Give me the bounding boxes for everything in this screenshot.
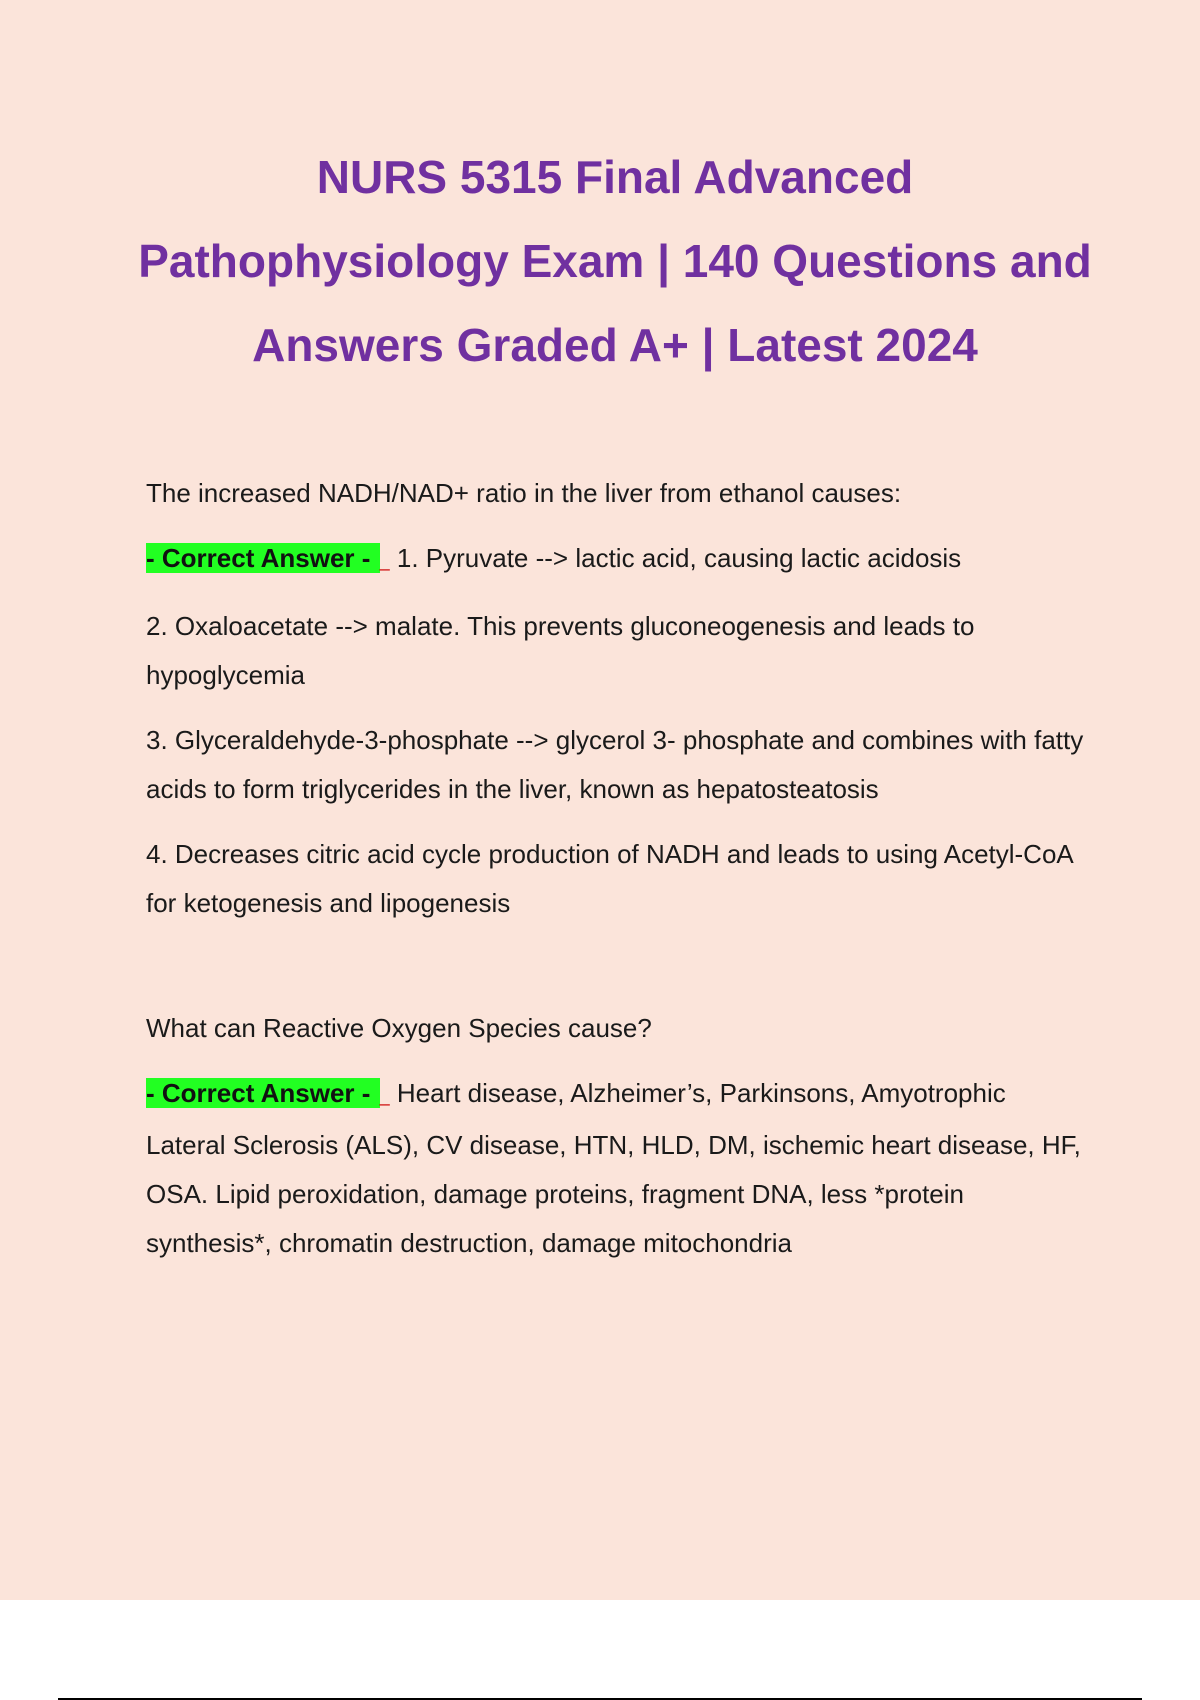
qa-item-2: [146, 1004, 1086, 1284]
answer-text: 2. Oxaloacetate --> malate. This prevents gluconeogenesis and leads to hypoglycemia: [146, 611, 975, 690]
answer-line: [146, 1069, 1086, 1268]
document-title: NURS 5315 Final Advanced Pathophysiology Exam | 140 Questions and Answers Graded A+ | Latest 2024: [138, 151, 1092, 371]
question-text: The increased NADH/NAD+ ratio in the liver from ethanol causes:: [146, 478, 902, 508]
answer-marker: _: [379, 551, 390, 571]
qa-item-1: [146, 469, 1086, 944]
answer-text: 1. Pyruvate --> lactic acid, causing lactic acidosis: [389, 543, 962, 573]
question-text: What can Reactive Oxygen Species cause?: [146, 1013, 652, 1043]
answer-text: Heart disease, Alzheimer’s, Parkinsons, Amyotrophic Lateral Sclerosis (ALS), CV disease, HTN, HLD, DM, ischemic heart disease, HF, OSA. Lipid peroxidation, damage proteins, fragment DNA, less *protein synthesis*, chromatin destruction, damage mitochondria: [146, 1078, 1081, 1258]
correct-answer-label: - Correct Answer -: [146, 1078, 378, 1108]
answer-marker: _: [379, 1086, 390, 1106]
answer-text: 4. Decreases citric acid cycle production of NADH and leads to using Acetyl-CoA for ketogenesis and lipogenesis: [146, 839, 1073, 918]
answer-line: [146, 534, 1086, 586]
answer-text: 3. Glyceraldehyde-3-phosphate --> glycerol 3- phosphate and combines with fatty acids to form triglycerides in the liver, known as hepatosteatosis: [146, 725, 1084, 804]
correct-answer-label: - Correct Answer -: [146, 543, 378, 573]
